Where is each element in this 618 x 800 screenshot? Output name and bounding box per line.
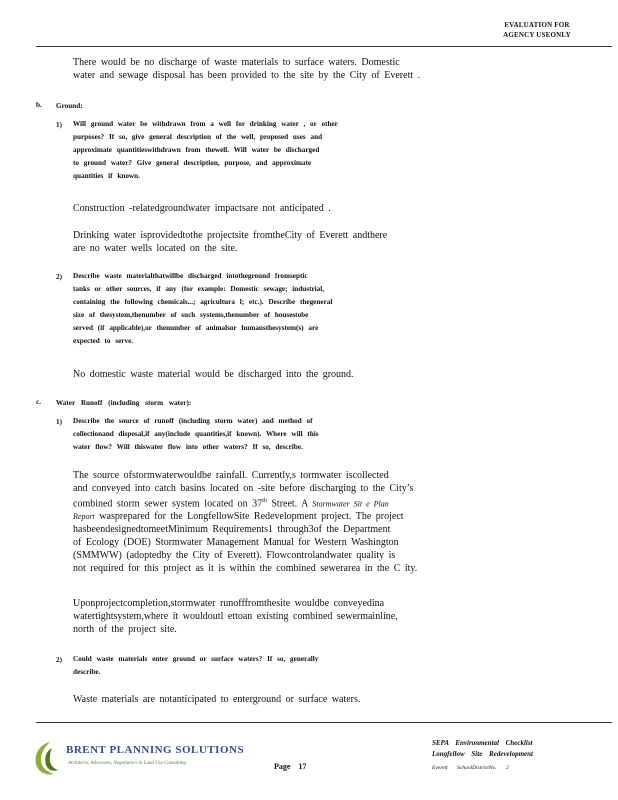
answer-line: not required for this project as it is within the combined sewerarea in the C ity. <box>73 563 418 575</box>
answer-b1-drinking-water <box>73 229 543 255</box>
question-line: water flow? Will thiswater flow into other waters? If so, describe. <box>73 443 303 451</box>
answer-line: north of the project site. <box>73 624 177 635</box>
section-b-marker: b. <box>36 101 42 109</box>
section-c-marker: c. <box>36 398 41 406</box>
answer-line <box>73 495 543 510</box>
question-line: Describe waste materialthatwillbe discharged intotheground fromseptic <box>73 272 308 280</box>
answer-line: Uponprojectcompletion,stormwater runofffromthesite wouldbe conveyedina <box>73 598 385 609</box>
answer-line: watertightsystem,where it wouldoutl ettoan existing combined sewermainline, <box>73 611 398 622</box>
answer-text: Street. A <box>271 498 308 510</box>
footer-line: Everett SchoolDistrictNo. 2 <box>432 765 509 771</box>
question-line: quantities if known. <box>73 172 140 180</box>
question-line: to ground water? Give general description, purpose, and approximate <box>73 159 312 167</box>
question-b1-number: 1) <box>56 121 62 129</box>
intro-line: water and sewage disposal has been provided to the site by the City of Everett . <box>73 70 421 81</box>
company-logo <box>28 738 245 778</box>
answer-line: of Ecology (DOE) Stormwater Management Manual for Western Washington <box>73 537 399 549</box>
section-b-title: Ground: <box>56 102 83 110</box>
question-c2-number: 2) <box>56 656 62 664</box>
answer-b1-construction: Construction -relatedgroundwater impactsare not anticipated . <box>73 203 331 214</box>
question-line: purposes? If so, give general description of the well, proposed uses and <box>73 133 323 141</box>
question-line: containing the following chemicals...; agricultura l; etc.). Describe thegeneral <box>73 298 333 306</box>
answer-b2: No domestic waste material would be discharged into the ground. <box>73 369 354 380</box>
evaluation-box <box>462 20 612 40</box>
answer-c1-stormwater <box>73 469 543 575</box>
intro-line: There would be no discharge of waste materials to surface waters. Domestic <box>73 57 400 68</box>
logo-name: BRENT PLANNING SOLUTIONS <box>66 744 245 756</box>
question-line: size of thesystem,thenumber of such systems,thenumber of housestobe <box>73 311 309 319</box>
top-rule <box>36 46 612 47</box>
evaluation-line-1: EVALUATION FOR <box>504 21 570 29</box>
question-c1 <box>73 415 543 454</box>
report-title-italic: Report <box>73 512 95 522</box>
answer-c2: Waste materials are notanticipated to enterground or surface waters. <box>73 694 361 705</box>
question-line: describe. <box>73 668 101 676</box>
footer-line: Longfellow Site Redevelopment <box>432 750 533 758</box>
answer-line: The source ofstormwaterwouldbe rainfall. Currently,s tormwater iscollected <box>73 470 389 481</box>
answer-text: combined storm sewer system located on 37 <box>73 498 263 510</box>
answer-line <box>73 510 543 523</box>
footer-line: SEPA Environmental Checklist <box>432 739 533 747</box>
question-b2 <box>73 270 543 348</box>
question-line: Describe the source of runoff (including storm water) and method of <box>73 417 313 425</box>
report-title-italic: Stormwater Sit e Plan <box>312 499 389 509</box>
question-line: expected to serve. <box>73 337 134 345</box>
answer-line: (SMMWW) (adoptedby the City of Everett). Flowcontrolandwater quality is <box>73 550 396 562</box>
question-line: Will ground water be withdrawn from a well for drinking water , or other <box>73 120 338 128</box>
question-line: tanks or other sources, if any (for example: Domestic sewage; industrial, <box>73 285 325 293</box>
section-c-title: Water Runoff (including storm water): <box>56 399 192 407</box>
logo-tagline: Architects, Advocates, Negotiators in Land Use Consulting <box>68 761 187 766</box>
answer-line: Drinking water isprovidedtothe projectsite fromtheCity of Everett andthere <box>73 230 388 241</box>
question-line: served (if applicable),or thenumber of animalsor humansthesystem(s) are <box>73 324 319 332</box>
question-line: Could waste materials enter ground or surface waters? If so, generally <box>73 655 319 663</box>
question-b1 <box>73 118 543 183</box>
answer-line: hasbeendesignedtomeetMinimum Requirements1 through3of the Department <box>73 524 391 536</box>
question-b2-number: 2) <box>56 273 62 281</box>
answer-text: wasprepared for the LongfellowSite Redevelopment project. The project <box>94 511 404 523</box>
answer-c1-completion <box>73 597 543 636</box>
question-c2 <box>73 653 543 679</box>
bottom-rule <box>36 722 612 723</box>
evaluation-line-2: AGENCY USEONLY <box>503 31 571 39</box>
answer-line: are no water wells located on the site. <box>73 243 238 254</box>
question-line: approximate quantitieswithdrawn from thewell. Will water be discharged <box>73 146 320 154</box>
intro-paragraph <box>73 56 543 82</box>
footer-document-info <box>432 738 612 774</box>
answer-line: and conveyed into catch basins located on -site before discharging to the City’s <box>73 483 414 494</box>
logo-mark-icon <box>28 738 68 778</box>
question-line: collectionand disposal,if any(include quantities,if known). Where will this <box>73 430 319 438</box>
ordinal-suffix: th <box>262 498 267 504</box>
question-c1-number: 1) <box>56 418 62 426</box>
page-number: Page 17 <box>274 762 307 771</box>
